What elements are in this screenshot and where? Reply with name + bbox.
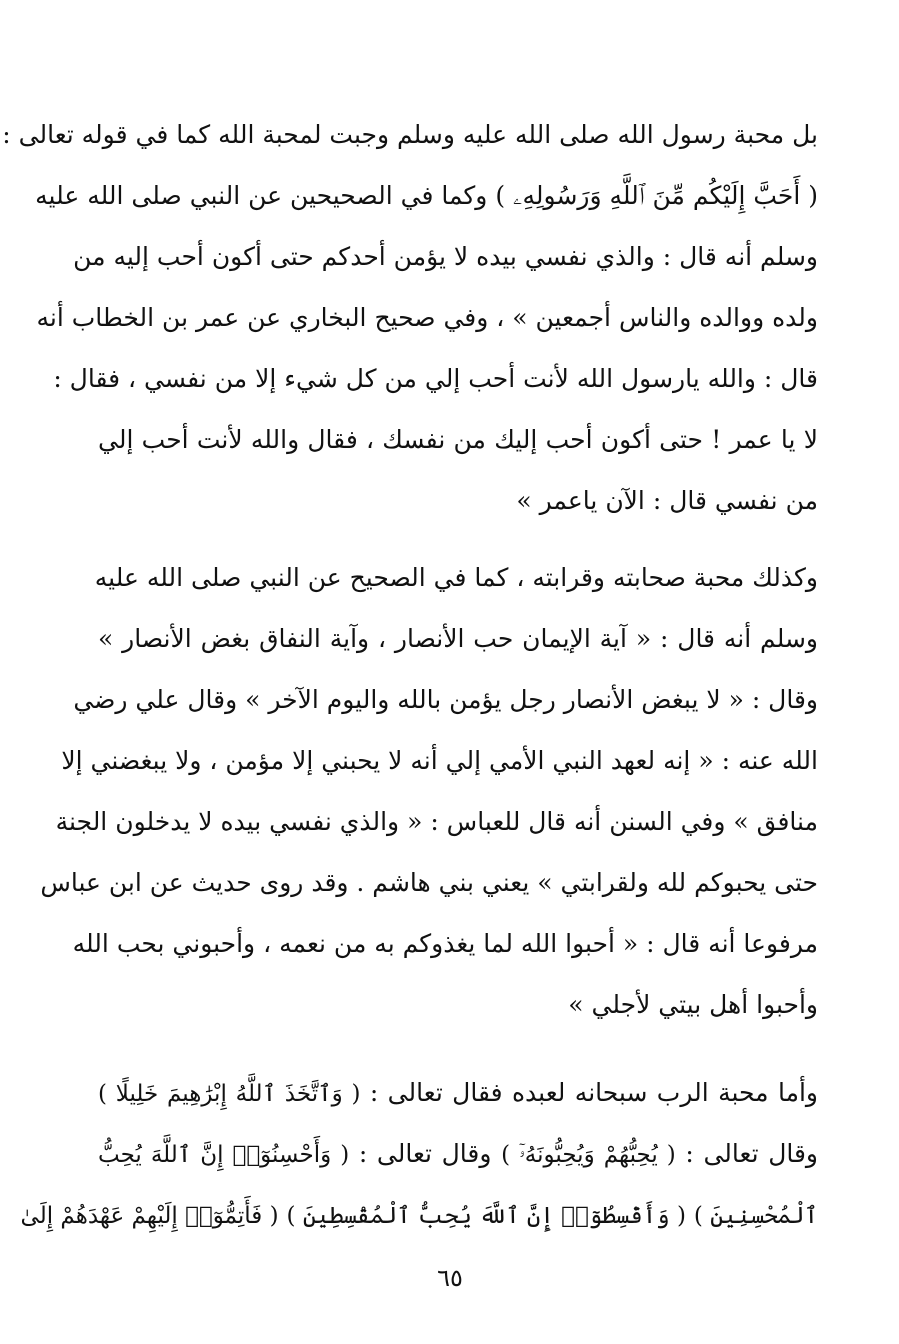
- paragraph-love-of-lord: [20, 1078, 818, 1263]
- text-line: وكذلك محبة صحابته وقرابته ، كما في الصحيح عن النبي صلى الله عليه: [94, 563, 818, 592]
- text-line: وسلم أنه قال : « آية الإيمان حب الأنصار ، وآية النفاق بغض الأنصار »: [98, 624, 818, 653]
- text-line: [20, 1202, 818, 1263]
- text-line: قال : والله يارسول الله لأنت أحب إلي من كل شيء إلا من نفسي ، فقال :: [53, 364, 818, 393]
- paragraph-love-of-companions: [40, 563, 818, 1053]
- paragraph-love-of-prophet: [2, 120, 818, 549]
- text-line: الله عنه : « إنه لعهد النبي الأمي إلي أنه لا يحبني إلا مؤمن ، ولا يبغضني إلا: [61, 746, 818, 775]
- text-line: ( أَحَبَّ إِلَيْكُم مِّنَ ٱللَّهِ وَرَسُولِهِۦ ) وكما في الصحيحين عن النبي صلى الله عليه: [35, 181, 818, 210]
- text-line: [98, 1141, 818, 1202]
- text-line: وقال : « لا يبغض الأنصار رجل يؤمن بالله واليوم الآخر » وقال علي رضي: [73, 685, 818, 714]
- text-line: وأحبوا أهل بيتي لأجلي »: [568, 990, 818, 1019]
- quran-verse: ( وَأَحْسِنُوٓا۟ إِنَّ ٱللَّهَ يُحِبُّ: [98, 1142, 350, 1168]
- text-line: لا يا عمر ! حتى أكون أحب إليك من نفسك ، فقال والله لأنت أحب إلي: [98, 425, 818, 454]
- text-line: وسلم أنه قال : والذي نفسي بيده لا يؤمن أحدكم حتى أكون أحب إليه من: [73, 242, 818, 271]
- text-line: منافق » وفي السنن أنه قال للعباس : « والذي نفسي بيده لا يدخلون الجنة: [55, 807, 818, 836]
- quran-verse: ( وَٱتَّخَذَ ٱللَّهُ إِبْرَٰهِيمَ خَلِيلًا ): [98, 1081, 361, 1107]
- text-line: حتى يحبوكم لله ولقرابتي » يعني بني هاشم . وقد روى حديث عن ابن عباس: [40, 868, 818, 897]
- page-number: ٦٥: [437, 1264, 463, 1292]
- line-text: وأما محبة الرب سبحانه لعبده فقال تعالى :: [369, 1078, 818, 1107]
- quran-verse: ٱلْمُحْسِنِينَ ): [693, 1203, 818, 1229]
- quran-verse: ( يُحِبُّهُمْ وَيُحِبُّونَهُۥٓ ): [501, 1142, 676, 1168]
- quran-verse: ( وَأَقْسِطُوٓا۟ إِنَّ ٱللَّهَ يُحِبُّ ٱلْمُقْسِطِينَ ): [286, 1203, 686, 1229]
- quran-verse: ( فَأَتِمُّوٓا۟ إِلَيْهِمْ عَهْدَهُمْ إِلَىٰ: [20, 1203, 279, 1229]
- text-line: بل محبة رسول الله صلى الله عليه وسلم وجبت لمحبة الله كما في قوله تعالى :: [2, 120, 818, 149]
- line-text: وقال تعالى :: [685, 1139, 818, 1168]
- text-line: من نفسي قال : الآن ياعمر »: [516, 486, 818, 515]
- text-line: [98, 1080, 818, 1141]
- text-line: ولده ووالده والناس أجمعين » ، وفي صحيح البخاري عن عمر بن الخطاب أنه: [36, 303, 818, 332]
- line-text: وقال تعالى :: [358, 1139, 492, 1168]
- text-line: مرفوعا أنه قال : « أحبوا الله لما يغذوكم به من نعمه ، وأحبوني بحب الله: [72, 929, 818, 958]
